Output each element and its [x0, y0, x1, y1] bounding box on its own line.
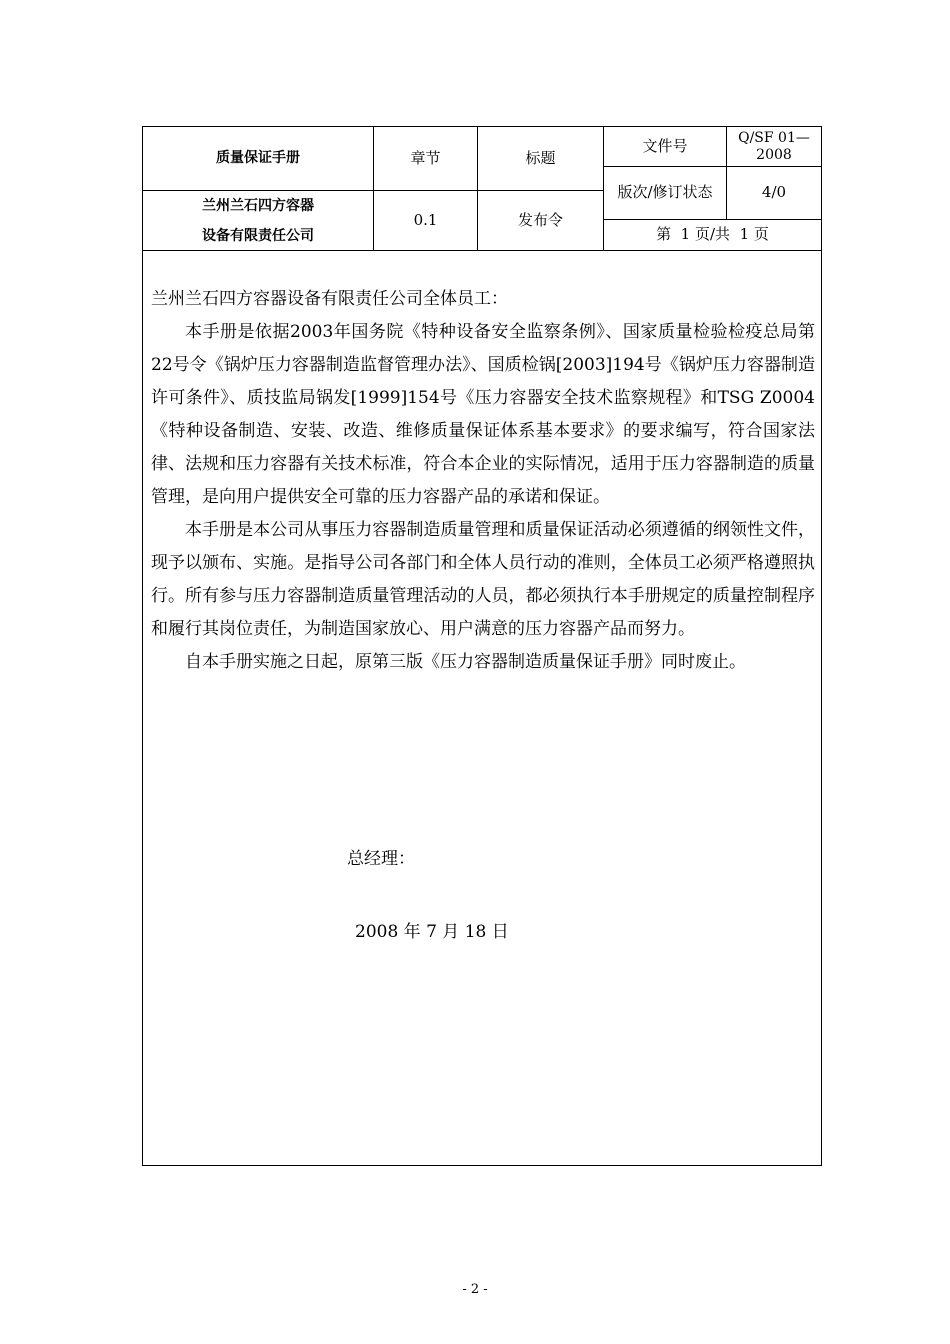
company-name-line1: 兰州兰石四方容器 [202, 197, 314, 214]
company-name-line2: 设备有限责任公司 [202, 227, 314, 244]
issue-date: 2008 年 7 月 18 日 [355, 922, 509, 942]
title-value: 发布令 [517, 210, 563, 229]
title-label: 标题 [525, 148, 556, 167]
manual-title: 质量保证手册 [216, 150, 300, 167]
document-frame [142, 126, 822, 1166]
paragraph: 本手册是依据2003年国务院《特种设备安全监察条例》、国家质量检验检疫总局第22号令《锅炉压力容器制造监督管理办法》、国质检锅[2003]194号《锅炉压力容器制造许可条件》、质技监局锅发[1999]154号《压力容器安全技术监察规程》和TSG Z0004《特种设备制造、安装、改造、维修质量保证体系基本要求》的要求编写，符合国家法律、法规和压力容器有关技术标准，符合本企业的实际情况，适用于压力容器制造的质量管理，是向用户提供安全可靠的压力容器产品的承诺和保证。 [151, 322, 815, 507]
paragraph: 本手册是本公司从事压力容器制造质量管理和质量保证活动必须遵循的纲领性文件，现予以颁布、实施。是指导公司各部门和全体人员行动的准则，全体员工必须严格遵照执行。所有参与压力容器制造质量管理活动的人员，都必须执行本手册规定的质量控制程序和履行其岗位责任，为制造国家放心、用户满意的压力容器产品而努力。 [151, 520, 815, 639]
doc-no-line2: 2008 [756, 146, 792, 163]
chapter-value: 0.1 [413, 210, 438, 229]
header-table [143, 127, 821, 251]
signature-label: 总经理： [347, 849, 415, 869]
revision-label: 版次/修订状态 [617, 183, 713, 202]
doc-no-line1: Q/SF 01— [738, 129, 810, 146]
paragraph: 自本手册实施之日起，原第三版《压力容器制造质量保证手册》同时废止。 [185, 652, 746, 672]
salutation: 兰州兰石四方容器设备有限责任公司全体员工： [151, 289, 508, 309]
page-number: - 2 - [462, 1282, 488, 1297]
announcement-body [151, 283, 815, 679]
page-info: 第 1 页/共 1 页 [656, 225, 769, 244]
revision-value: 4/0 [761, 183, 787, 202]
doc-no-value [727, 127, 821, 166]
company-name [143, 191, 373, 250]
doc-no-label: 文件号 [642, 136, 688, 155]
chapter-label: 章节 [410, 148, 441, 167]
